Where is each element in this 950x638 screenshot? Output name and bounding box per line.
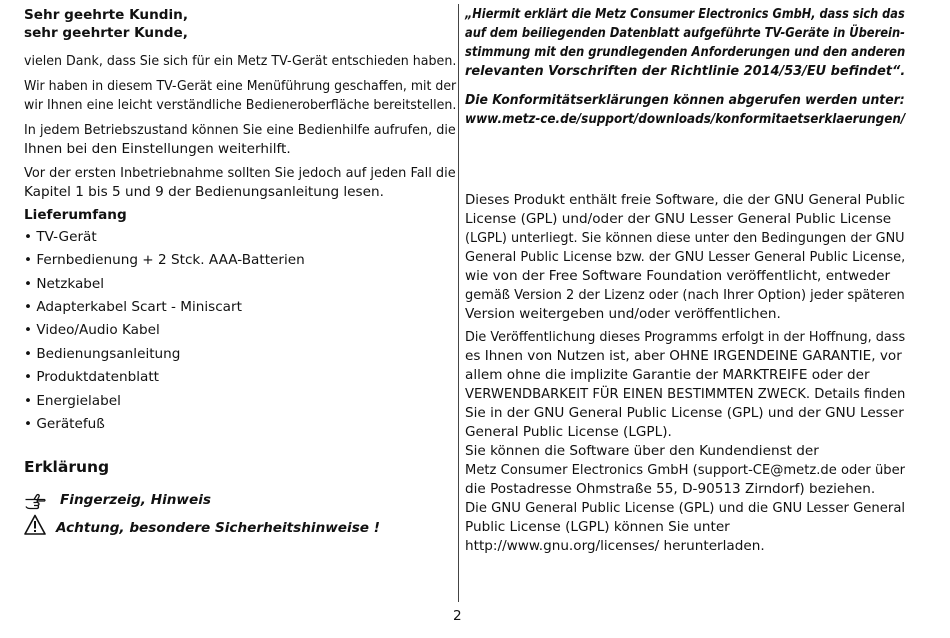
salutation-line-2: sehr geehrter Kunde, — [24, 25, 188, 41]
conformity-text: relevanten Vorschriften der Richtlinie 2014/53/EU befindet“. — [465, 63, 906, 79]
intro-help-line-1: In jedem Betriebszustand können Sie eine Bedienhilfe aufrufen, die — [24, 122, 456, 138]
gpl-paragraph-1: wie von der Free Software Foundation veröffentlicht, entweder — [465, 268, 891, 284]
intro-read-line-1: Vor der ersten Inbetriebnahme sollten Sie jedoch auf jeden Fall die — [24, 165, 456, 181]
gpl-paragraph-1: (LGPL) unterliegt. Sie können diese unter den Bedingungen der GNU — [465, 230, 905, 246]
gpl-paragraph-1: License (GPL) und/oder der GNU Lesser General Public License — [465, 211, 892, 227]
scope-item: • Netzkabel — [24, 276, 105, 292]
intro-menu-line-1: Wir haben in diesem TV-Gerät eine Menüführung geschaffen, mit der — [24, 78, 457, 94]
gpl-paragraph-1: Dieses Produkt enthält freie Software, die der GNU General Public — [465, 192, 906, 208]
scope-item: • Gerätefuß — [24, 416, 105, 432]
warning-triangle-icon — [24, 514, 46, 536]
scope-item: • Produktdatenblatt — [24, 369, 160, 385]
gpl-paragraph-2: General Public License (LGPL). — [465, 424, 672, 440]
gpl-paragraph-2: es Ihnen von Nutzen ist, aber OHNE IRGENDEINE GARANTIE, vor — [465, 348, 902, 364]
conformity-text: „Hiermit erklärt die Metz Consumer Electronics GmbH, dass sich das — [465, 6, 905, 22]
scope-item: • Video/Audio Kabel — [24, 322, 160, 338]
gpl-paragraph-2: die Postadresse Ohmstraße 55, D-90513 Zirndorf) beziehen. — [465, 481, 876, 497]
conformity-text: stimmung mit den grundlegenden Anforderungen und den anderen — [465, 44, 906, 60]
gpl-paragraph-2: Sie in der GNU General Public License (GPL) und der GNU Lesser — [465, 405, 904, 421]
intro-help-line-2: Ihnen bei den Einstellungen weiterhilft. — [24, 141, 291, 157]
gpl-paragraph-2: Die Veröffentlichung dieses Programms erfolgt in der Hoffnung, dass — [465, 329, 906, 345]
scope-item: • Bedienungsanleitung — [24, 346, 181, 362]
gpl-paragraph-1: gemäß Version 2 der Lizenz oder (nach Ihrer Option) jeder späteren — [465, 287, 905, 303]
gpl-paragraph-2: Metz Consumer Electronics GmbH (support-CE@metz.de oder über — [465, 462, 906, 478]
scope-item: • Energielabel — [24, 393, 121, 409]
intro-read-line-2: Kapitel 1 bis 5 und 9 der Bedienungsanleitung lesen. — [24, 184, 384, 200]
gpl-paragraph-1: General Public License bzw. der GNU Lesser General Public License, — [465, 249, 906, 265]
legend-heading: Erklärung — [24, 458, 110, 476]
legend-hint: Fingerzeig, Hinweis — [60, 492, 211, 508]
scope-heading: Lieferumfang — [24, 207, 127, 223]
gpl-paragraph-2: Sie können die Software über den Kundendienst der — [465, 443, 819, 459]
conformity-link-url: www.metz-ce.de/support/downloads/konformitaetserklaerungen/ — [465, 111, 906, 127]
gpl-paragraph-2: Public License (LGPL) können Sie unter — [465, 519, 730, 535]
intro-menu-line-2: wir Ihnen eine leicht verständliche Bedieneroberfläche bereitstellen. — [24, 97, 457, 113]
conformity-link-text: Die Konformitätserklärungen können abgerufen werden unter: — [465, 92, 905, 108]
scope-item: • Fernbedienung + 2 Stck. AAA-Batterien — [24, 252, 305, 268]
intro-thanks: vielen Dank, dass Sie sich für ein Metz TV-Gerät entschieden haben. — [24, 53, 457, 69]
page-number: 2 — [453, 608, 462, 624]
gpl-licenses-url: http://www.gnu.org/licenses/ herunterladen. — [465, 538, 765, 554]
gpl-paragraph-1: Version weitergeben und/oder veröffentlichen. — [465, 306, 781, 322]
gpl-paragraph-2: allem ohne die implizite Garantie der MARKTREIFE oder der — [465, 367, 870, 383]
conformity-text: auf dem beiliegenden Datenblatt aufgeführte TV-Geräte in Überein- — [465, 25, 905, 41]
column-divider — [458, 4, 459, 602]
gpl-paragraph-2: VERWENDBARKEIT FÜR EINEN BESTIMMTEN ZWECK. Details finden — [465, 386, 906, 402]
salutation-line-1: Sehr geehrte Kundin, — [24, 7, 189, 23]
legend-warning: Achtung, besondere Sicherheitshinweise ! — [56, 520, 380, 536]
scope-item: • TV-Gerät — [24, 229, 97, 245]
scope-item: • Adapterkabel Scart - Miniscart — [24, 299, 242, 315]
pointing-hand-icon — [24, 490, 46, 512]
gpl-paragraph-2: Die GNU General Public License (GPL) und die GNU Lesser General — [465, 500, 906, 516]
